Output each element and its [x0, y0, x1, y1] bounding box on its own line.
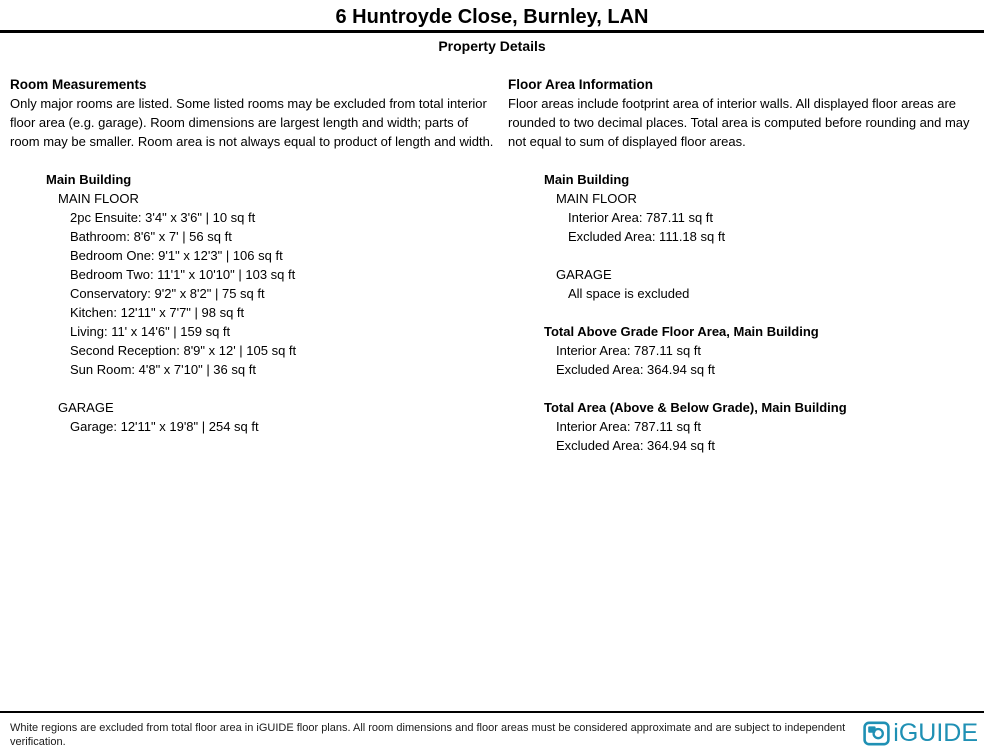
floor-garage — [58, 398, 498, 436]
room-measurements-building-group — [46, 170, 498, 436]
floor-area-heading: Floor Area Information — [508, 77, 654, 92]
interior-area-value: Interior Area: 787.11 sq ft — [556, 343, 702, 358]
floor-name: MAIN FLOOR — [58, 191, 139, 206]
header-divider — [0, 30, 984, 33]
floor-main-floor — [58, 189, 498, 379]
iguide-camera-icon — [863, 721, 890, 746]
garage-excluded-note: All space is excluded — [568, 286, 690, 301]
page-title: 6 Huntroyde Close, Burnley, LAN — [335, 6, 649, 28]
iguide-logo-text: iGUIDE — [893, 719, 978, 747]
building-name: Main Building — [544, 172, 630, 187]
room-measurement: Kitchen: 12'11" x 7'7" | 98 sq ft — [70, 305, 245, 320]
footer-disclaimer: White regions are excluded from total floor area in iGUIDE floor plans. All room dimensions and floor areas must be considered approximate and are subject to independent verification. — [10, 722, 846, 748]
page-subtitle: Property Details — [438, 38, 546, 54]
iguide-logo — [863, 719, 978, 747]
content-columns — [0, 75, 984, 455]
room-measurement: Sun Room: 4'8" x 7'10" | 36 sq ft — [70, 362, 256, 377]
room-measurement: Second Reception: 8'9" x 12' | 105 sq ft — [70, 343, 297, 358]
floor-name: MAIN FLOOR — [556, 191, 637, 206]
total-above-grade-block — [544, 322, 980, 379]
room-measurement: Garage: 12'11" x 19'8" | 254 sq ft — [70, 419, 259, 434]
floor-area-main-floor — [556, 189, 980, 246]
room-measurement: Bedroom Two: 11'1" x 10'10" | 103 sq ft — [70, 267, 296, 282]
floor-area-description: Floor areas include footprint area of interior walls. All displayed floor areas are rounded to two decimal places. Total area is computed before rounding and may not equal to sum of displayed floor areas. — [508, 96, 970, 149]
total-area-heading: Total Area (Above & Below Grade), Main Building — [544, 400, 847, 415]
excluded-area-value: Excluded Area: 364.94 sq ft — [556, 362, 715, 377]
total-area-block — [544, 398, 980, 455]
floor-area-building-group — [544, 170, 980, 455]
footer — [0, 711, 984, 749]
excluded-area-value: Excluded Area: 111.18 sq ft — [568, 229, 726, 244]
room-measurement: 2pc Ensuite: 3'4" x 3'6" | 10 sq ft — [70, 210, 256, 225]
floor-name: GARAGE — [556, 267, 612, 282]
room-measurement: Living: 11' x 14'6" | 159 sq ft — [70, 324, 231, 339]
room-measurement: Bathroom: 8'6" x 7' | 56 sq ft — [70, 229, 232, 244]
total-above-grade-heading: Total Above Grade Floor Area, Main Building — [544, 324, 819, 339]
floor-area-garage — [556, 265, 980, 303]
floor-name: GARAGE — [58, 400, 114, 415]
excluded-area-value: Excluded Area: 364.94 sq ft — [556, 438, 715, 453]
interior-area-value: Interior Area: 787.11 sq ft — [568, 210, 714, 225]
room-measurements-description: Only major rooms are listed. Some listed rooms may be excluded from total interior floor area (e.g. garage). Room dimensions are largest length and width; parts of room may be smaller. Room area is not always equal to product of length and width. — [10, 96, 494, 149]
room-measurement: Conservatory: 9'2" x 8'2" | 75 sq ft — [70, 286, 265, 301]
room-measurements-section — [10, 75, 498, 455]
room-measurements-heading: Room Measurements — [10, 77, 147, 92]
interior-area-value: Interior Area: 787.11 sq ft — [556, 419, 702, 434]
building-name: Main Building — [46, 172, 132, 187]
room-measurement: Bedroom One: 9'1" x 12'3" | 106 sq ft — [70, 248, 283, 263]
floor-area-section — [508, 75, 980, 455]
